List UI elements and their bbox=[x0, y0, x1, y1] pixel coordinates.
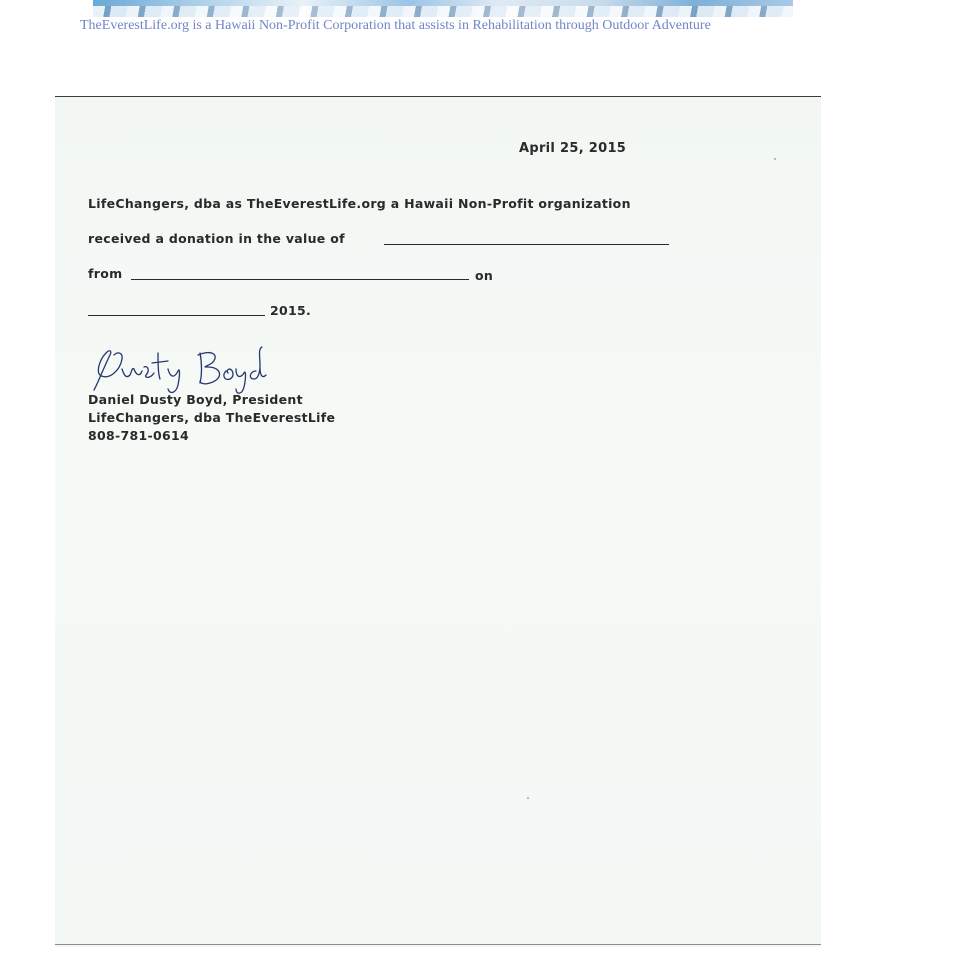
donation-value-label: received a donation in the value of bbox=[88, 231, 345, 246]
signer-phone: 808-781-0614 bbox=[88, 428, 189, 443]
letterhead-tagline: TheEverestLife.org is a Hawaii Non-Profit Corporation that assists in Rehabilitation through Outdoor Adventure bbox=[80, 18, 711, 33]
signer-organization: LifeChangers, dba TheEverestLife bbox=[88, 410, 336, 425]
donation-date-blank bbox=[88, 315, 265, 316]
organization-statement: LifeChangers, dba as TheEverestLife.org a Hawaii Non-Profit organization bbox=[88, 196, 631, 211]
signature-text: Dusty Boyd bbox=[88, 345, 94, 346]
scan-speck bbox=[527, 797, 529, 799]
donation-year-label: 2015. bbox=[270, 303, 312, 318]
donation-value-blank bbox=[384, 244, 669, 245]
donor-name-blank bbox=[131, 279, 469, 280]
top-divider bbox=[55, 96, 821, 97]
donation-on-label: on bbox=[475, 268, 494, 283]
scan-speck bbox=[774, 158, 776, 160]
letter-date: April 25, 2015 bbox=[519, 141, 627, 156]
mountain-banner-image bbox=[93, 0, 793, 17]
handwritten-signature bbox=[88, 345, 273, 397]
signer-name-title: Daniel Dusty Boyd, President bbox=[88, 392, 303, 407]
paper-sheet bbox=[55, 97, 821, 947]
bottom-divider bbox=[55, 944, 821, 945]
donor-from-label: from bbox=[88, 266, 123, 281]
snow-ridge-graphic bbox=[93, 6, 793, 17]
